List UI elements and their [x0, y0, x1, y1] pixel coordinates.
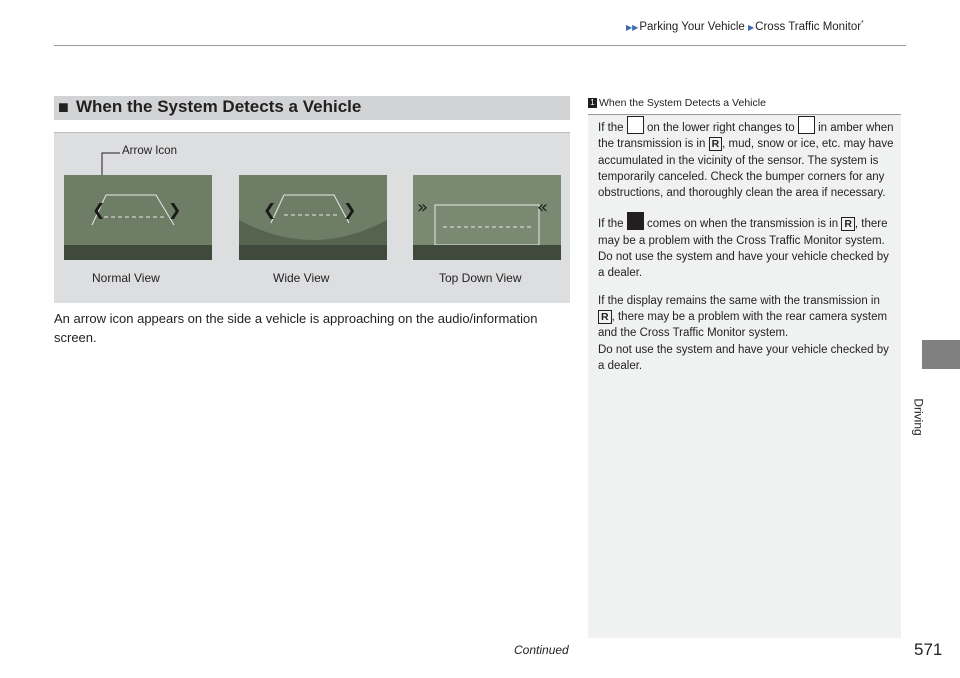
arrow-icon-label: Arrow Icon [122, 145, 177, 157]
page-number: 571 [914, 640, 943, 659]
note-title: When the System Detects a Vehicle [599, 97, 766, 109]
system-warning-icon [627, 212, 644, 230]
breadcrumb-cross-traffic: Cross Traffic Monitor [755, 20, 862, 33]
reverse-gear-key: R [709, 137, 723, 151]
normal-view-label: Normal View [92, 271, 160, 285]
triangle-icon: ▶▶ [626, 22, 639, 32]
triangle-icon: ▶ [748, 22, 755, 32]
note-header [588, 96, 901, 115]
chapter-tab [922, 340, 960, 369]
chapter-label: Driving [911, 398, 926, 436]
screen-status-bar [239, 245, 387, 260]
svg-text:«: « [537, 197, 549, 218]
sensor-amber-icon [798, 116, 815, 134]
top-down-view-label: Top Down View [439, 271, 522, 285]
normal-view-screen [64, 175, 212, 260]
asterisk: * [861, 20, 864, 27]
screen-status-bar [64, 245, 212, 260]
svg-text:❮: ❮ [263, 200, 277, 219]
wide-view-screen [239, 175, 387, 260]
note-paragraph-3: If the display remains the same with the transmission in R , there may be a problem with the rear camera system and the Cross Traffic Monitor system. Do not use the system and have your vehicle checked by a dealer. [598, 294, 889, 372]
top-down-view-screen [413, 175, 561, 260]
screen-status-bar [413, 245, 561, 260]
svg-text:❯: ❯ [168, 200, 182, 219]
body-paragraph: An arrow icon appears on the side a vehicle is approaching on the audio/information screen. [54, 311, 538, 345]
note-body [598, 116, 894, 374]
section-heading [54, 96, 570, 120]
square-marker-icon: ■ [58, 97, 69, 117]
notes-sidebar [588, 96, 901, 638]
note-number: 1 [588, 98, 597, 108]
breadcrumb [626, 20, 864, 33]
wide-view-label: Wide View [273, 271, 330, 285]
reverse-gear-key: R [841, 217, 855, 231]
breadcrumb-parking: Parking Your Vehicle [639, 20, 745, 33]
note-paragraph-1: If the on the lower right changes to in amber when the transmission is in R , mud, snow or ice, etc. may have accumulated in the vicinity of the sensor. The system is temporarily canceled. Check the bumper corners for any obstructions, and thoroughly clean the area if necessary. [598, 116, 894, 201]
note-paragraph-2: If the comes on when the transmission is in R , there may be a problem with the Cross Traffic Monitor system. Do not use the system and have your vehicle checked by a dealer. [598, 212, 894, 281]
svg-text:»: » [417, 197, 429, 218]
svg-text:❯: ❯ [343, 200, 357, 219]
sensor-status-icon [627, 116, 644, 134]
header-rule [54, 45, 906, 46]
svg-text:❮: ❮ [92, 200, 106, 219]
continued-label: Continued [514, 643, 569, 657]
section-title: When the System Detects a Vehicle [76, 97, 362, 116]
reverse-gear-key: R [598, 310, 612, 324]
